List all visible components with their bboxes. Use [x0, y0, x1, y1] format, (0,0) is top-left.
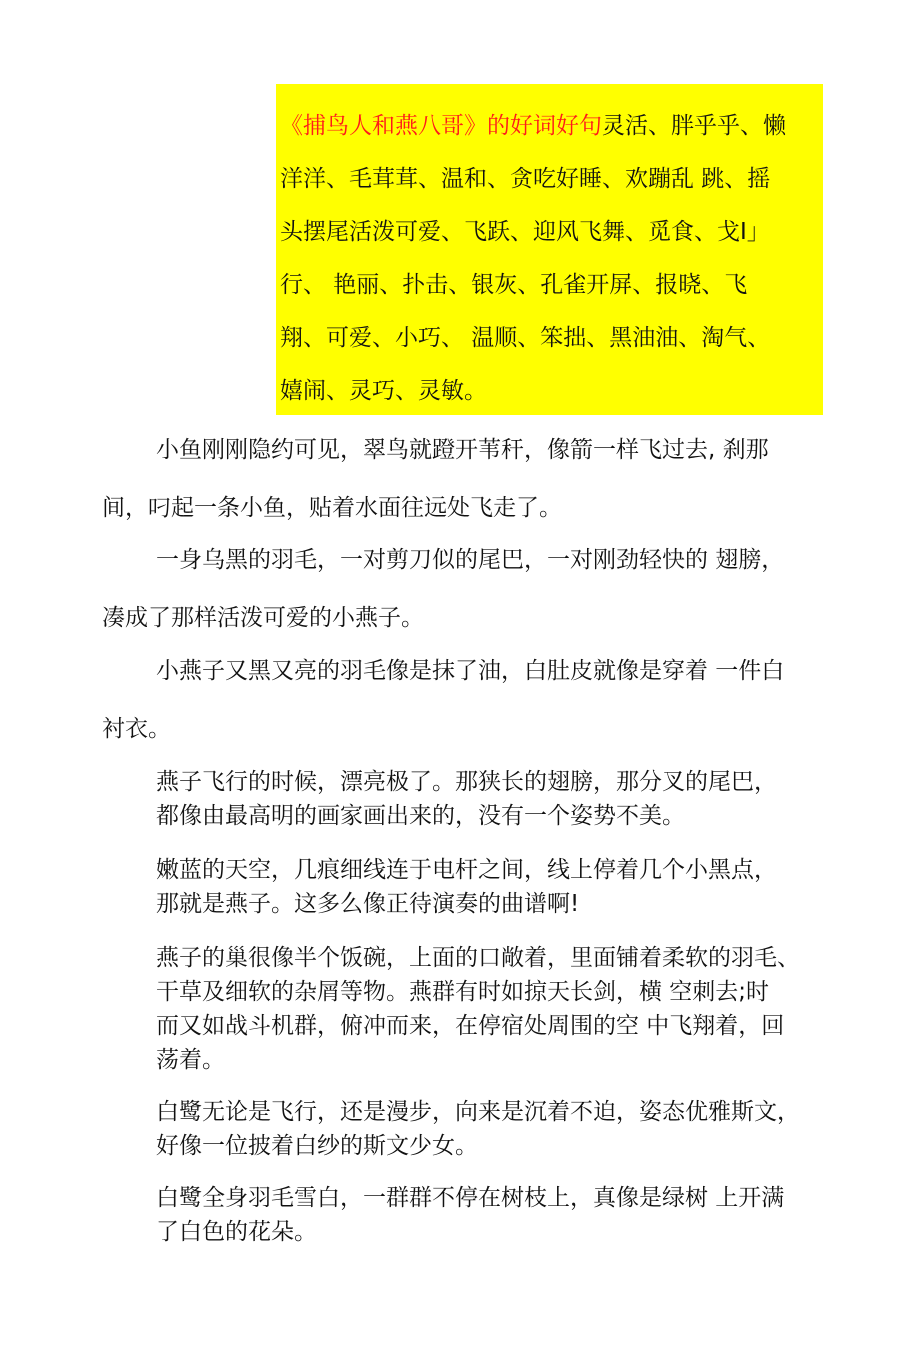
- paragraph-egret-walking: [156, 1095, 836, 1163]
- paragraph-line: 燕子的巢很像半个饭碗，上面的口敞着，里面铺着柔软的羽毛、: [156, 945, 800, 971]
- paragraph-line: 衬衣。: [102, 716, 171, 742]
- highlight-line: 翔、可爱、小巧、 温顺、笨拙、黑油油、淘气、: [280, 325, 771, 351]
- paragraph-line: 了白色的花朵。: [156, 1219, 317, 1245]
- paragraph-line: 都像由最高明的画家画出来的，没有一个姿势不美。: [156, 803, 685, 829]
- paragraph-line: 而又如战斗机群，俯冲而来，在停宿处周围的空 中飞翔着，回: [156, 1013, 785, 1039]
- paragraph-sky-wires: [156, 853, 836, 921]
- highlight-line: [280, 100, 817, 153]
- vocabulary-highlight-block: [276, 84, 823, 415]
- highlight-line: 行、 艳丽、扑击、银灰、孔雀开屏、报晓、飞: [280, 272, 748, 298]
- paragraph-swallow-feathers: [102, 642, 842, 758]
- highlight-line: 头摆尾活泼可爱、飞跃、迎风飞舞、觅食、戈I」: [280, 219, 770, 245]
- highlight-line: 洋洋、毛茸茸、温和、贪吃好睡、欢蹦乱 跳、摇: [280, 166, 771, 192]
- paragraph-swallow-nest: [156, 941, 836, 1077]
- paragraph-kingfisher: [102, 421, 842, 537]
- paragraph-line: 间，叼起一条小鱼，贴着水面往远处飞走了。: [102, 495, 562, 521]
- paragraph-line: 一身乌黑的羽毛，一对剪刀似的尾巴，一对刚劲轻快的 翅膀，: [156, 547, 785, 573]
- highlight-line: 嬉闹、灵巧、灵敏。: [280, 378, 487, 404]
- paragraph-swallow-appearance: [102, 531, 842, 647]
- paragraph-line: 荡着。: [156, 1047, 225, 1073]
- paragraph-line: 白鹭无论是飞行，还是漫步，向来是沉着不迫，姿态优雅斯文，: [156, 1099, 800, 1125]
- vocabulary-text: 灵活、胖乎乎、懒: [602, 113, 786, 139]
- paragraph-line: 燕子飞行的时候，漂亮极了。那狭长的翅膀，那分叉的尾巴，: [156, 769, 777, 795]
- paragraph-line: 凑成了那样活泼可爱的小燕子。: [102, 605, 424, 631]
- paragraph-egret-feathers: [156, 1181, 836, 1249]
- paragraph-line: 小燕子又黑又亮的羽毛像是抹了油，白肚皮就像是穿着 一件白: [156, 658, 785, 684]
- document-title: 《捕鸟人和燕八哥》的好词好句: [280, 113, 602, 139]
- paragraph-line: 白鹭全身羽毛雪白，一群群不停在树枝上，真像是绿树 上开满: [156, 1185, 785, 1211]
- paragraph-swallow-flying: [156, 765, 836, 833]
- paragraph-line: 好像一位披着白纱的斯文少女。: [156, 1133, 478, 1159]
- paragraph-line: 小鱼刚刚隐约可见，翠鸟就蹬开苇秆，像箭一样飞过去, 刹那: [156, 437, 769, 463]
- paragraph-line: 干草及细软的杂屑等物。燕群有时如掠天长剑，横 空刺去;时: [156, 979, 770, 1005]
- paragraph-line: 嫩蓝的天空，几痕细线连于电杆之间，线上停着几个小黑点，: [156, 857, 777, 883]
- paragraph-line: 那就是燕子。这多么像正待演奏的曲谱啊!: [156, 891, 580, 917]
